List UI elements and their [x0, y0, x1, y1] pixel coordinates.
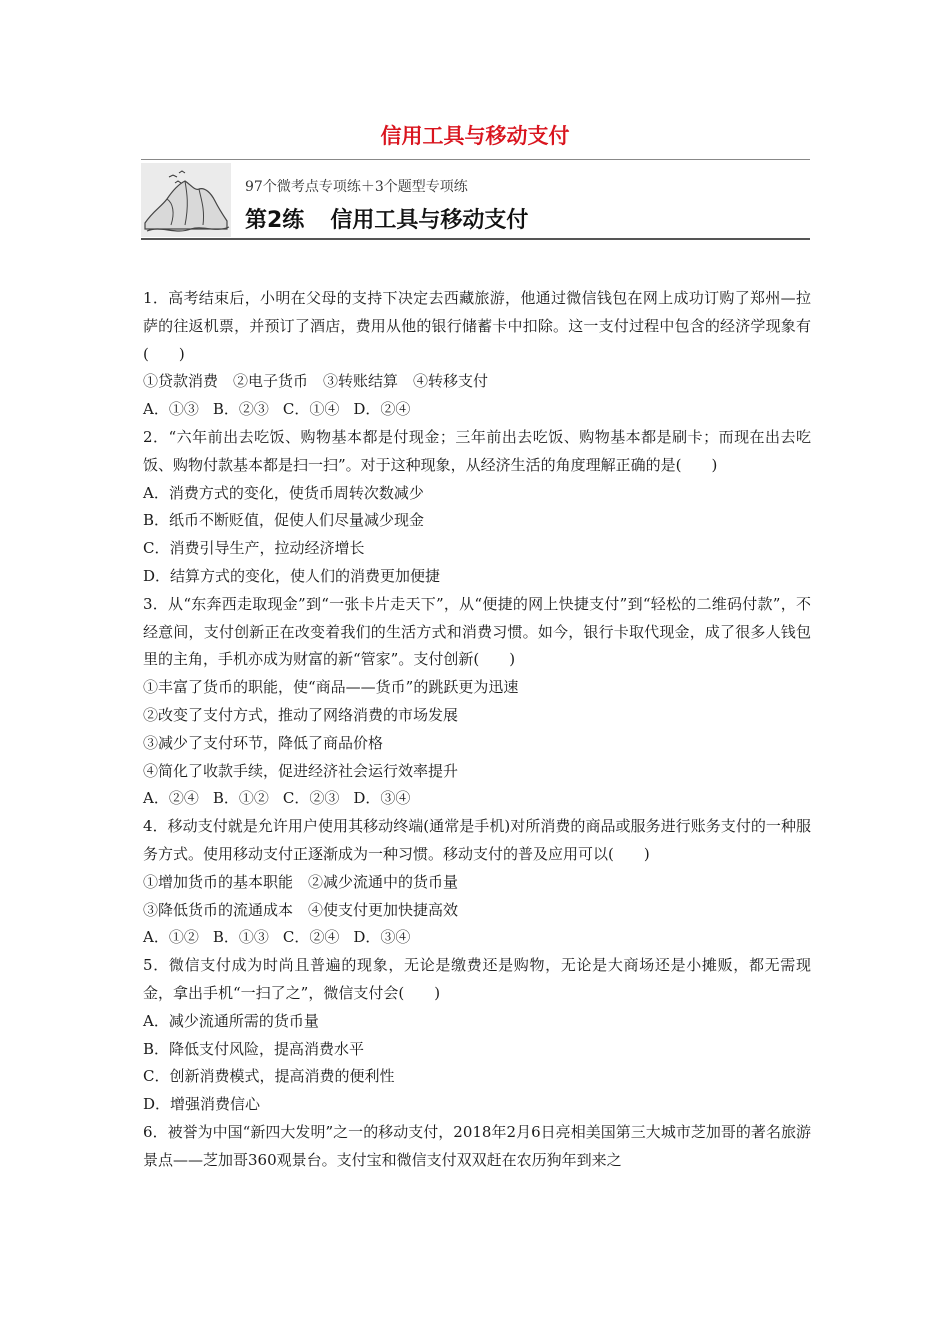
question-4-statements-2: ③降低货币的流通成本 ④使支付更加快捷高效 [143, 900, 459, 919]
question-5-option-a: A．减少流通所需的货币量 [143, 1011, 319, 1030]
question-2-option-d: D．结算方式的变化，使人们的消费更加便捷 [143, 566, 441, 585]
question-6-stem: 6．被誉为中国“新四大发明”之一的移动支付，2018年2月6日亮相美国第三大城市芝加哥的著名旅游景点——芝加哥360观景台。支付宝和微信支付双双赶在农历狗年到来之 [143, 1122, 811, 1169]
section-title: 信用工具与移动支付 [330, 208, 529, 233]
option-a: A．①② [143, 928, 199, 947]
option-c: C．①④ [282, 400, 340, 419]
section-number: 第2练 [245, 208, 305, 233]
question-2-option-a: A．消费方式的变化，使货币周转次数减少 [143, 483, 424, 502]
option-b: B．①② [212, 789, 269, 808]
question-3-options [143, 785, 811, 813]
question-5-stem: 5．微信支付成为时尚且普遍的现象，无论是缴费还是购物，无论是大商场还是小摊贩，都无需现金，拿出手机“一扫了之”，微信支付会( ) [143, 956, 811, 1002]
option-b: B．②③ [212, 400, 269, 419]
option-b: B．①③ [212, 928, 269, 947]
question-5-option-b: B．降低支付风险，提高消费水平 [143, 1039, 365, 1058]
question-5-option-d: D．增强消费信心 [143, 1095, 261, 1114]
option-a: A．①③ [143, 400, 199, 419]
question-list [143, 285, 811, 1175]
option-d: D．③④ [353, 928, 411, 947]
question-3-statement-3: ③减少了支付环节，降低了商品价格 [143, 733, 384, 752]
question-1-statements: ①贷款消费 ②电子货币 ③转账结算 ④转移支付 [143, 372, 489, 391]
question-4-stem: 4．移动支付就是允许用户使用其移动终端(通常是手机)对所消费的商品或服务进行账务支付的一种服务方式。使用移动支付正逐渐成为一种习惯。移动支付的普及应用可以( ) [143, 817, 811, 863]
series-subtitle: 97个微考点专项练＋3个题型专项练 [245, 179, 468, 195]
option-d: D．③④ [353, 789, 411, 808]
question-4-statements-1: ①增加货币的基本职能 ②减少流通中的货币量 [143, 872, 459, 891]
question-2-option-c: C．消费引导生产，拉动经济增长 [143, 539, 365, 558]
question-1-stem: 1．高考结束后，小明在父母的支持下决定去西藏旅游，他通过微信钱包在网上成功订购了郑州—拉萨的往返机票，并预订了酒店，费用从他的银行储蓄卡中扣除。这一支付过程中包含的经济学现象有( ) [143, 289, 811, 363]
question-2-option-b: B．纸币不断贬值，促使人们尽量减少现金 [143, 511, 425, 530]
question-4-options [143, 924, 811, 952]
option-a: A．②④ [143, 789, 199, 808]
question-3-statement-4: ④简化了收款手续，促进经济社会运行效率提升 [143, 761, 459, 780]
option-c: C．②④ [282, 928, 340, 947]
option-d: D．②④ [353, 400, 411, 419]
option-c: C．②③ [282, 789, 340, 808]
question-3-statement-2: ②改变了支付方式，推动了网络消费的市场发展 [143, 705, 459, 724]
header-bottom-rule [141, 238, 810, 240]
header-top-rule [141, 159, 810, 160]
page-title: 信用工具与移动支付 [380, 124, 570, 148]
question-3-statement-1: ①丰富了货币的职能，使“商品——货币”的跳跃更为迅速 [143, 678, 519, 697]
section-heading [245, 203, 528, 234]
question-2-stem: 2．“六年前出去吃饭、购物基本都是付现金；三年前出去吃饭、购物基本都是刷卡；而现在出去吃饭、购物付款基本都是扫一扫”。对于这种现象，从经济生活的角度理解正确的是( ) [143, 427, 811, 474]
question-1-options [143, 396, 811, 424]
question-3-stem: 3．从“东奔西走取现金”到“一张卡片走天下”，从“便捷的网上快捷支付”到“轻松的二维码付款”，不经意间，支付创新正在改变着我们的生活方式和消费习惯。如今，银行卡取代现金，成了很多人钱包里的主角，手机亦成为财富的新“管家”。支付创新( ) [143, 594, 811, 669]
question-5-option-c: C．创新消费模式，提高消费的便利性 [143, 1067, 395, 1086]
mountain-logo-icon [141, 163, 231, 237]
